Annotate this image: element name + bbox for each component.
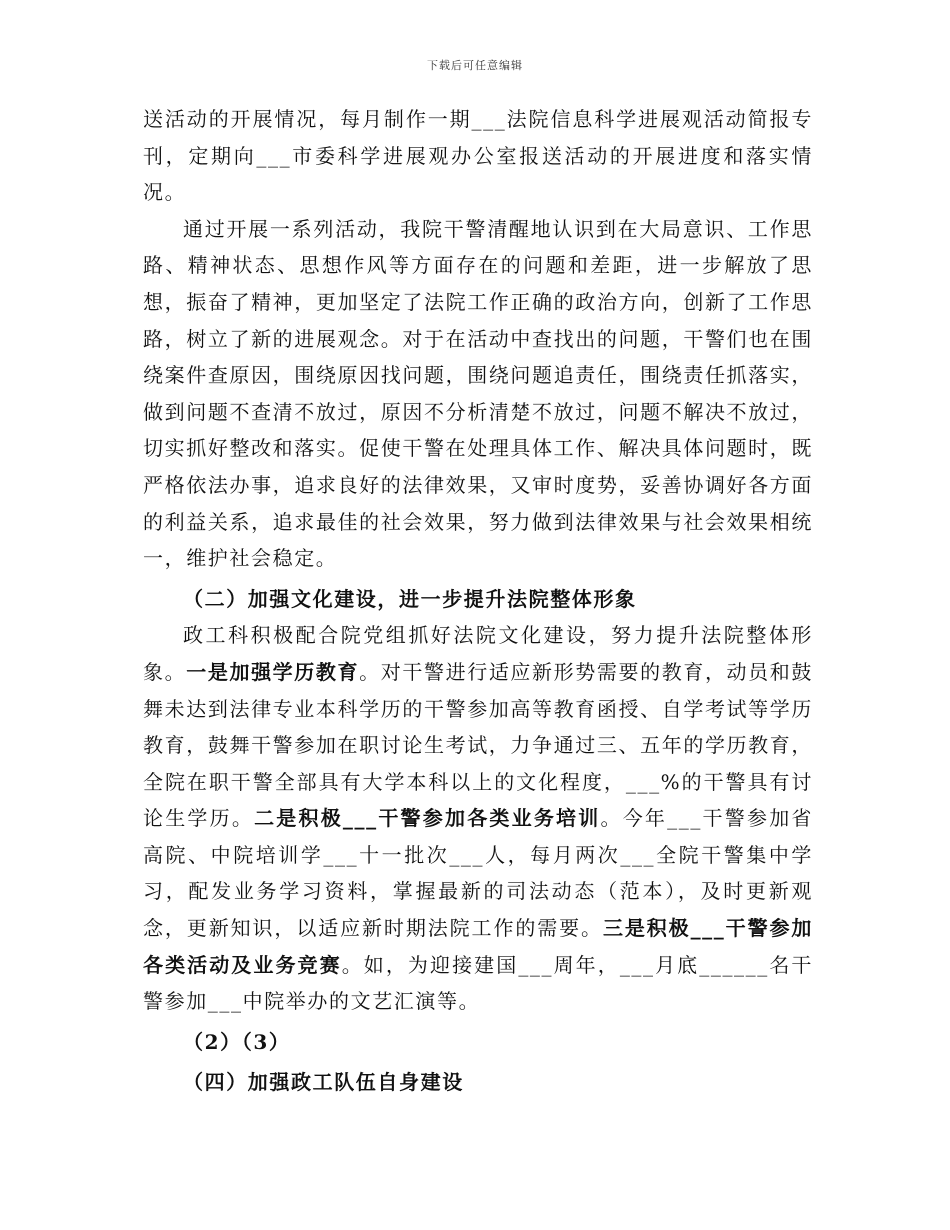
paragraph-3 xyxy=(143,617,813,1020)
paragraph-3-bold-2: 二是积极___干警参加各类业务培训 xyxy=(254,806,601,831)
paragraph-3-text-4: 。如，为迎接建国___周年，___月底______名干警参加___中院举办的文艺汇演等。 xyxy=(143,952,814,1014)
paragraph-3-bold-1: 一是加强学历教育 xyxy=(186,659,360,684)
section-heading-2-3: （2）（3） xyxy=(183,1029,291,1054)
paragraph-3-bold-3: 三是积极___干警参加各类活动及业务竞赛 xyxy=(143,916,813,977)
paragraph-3-text-3: 。今年___干警参加省高院、中院培训学___十一批次___人，每月两次___全院干警集中学习，配发业务学习资料，掌握最新的司法动态（范本），及时更新观念，更新知识，以适应新时期法院工作的需要。 xyxy=(143,806,814,941)
paragraph-3-text-2: 。对干警进行适应新形势需要的教育，动员和鼓舞未达到法律专业本科学历的干警参加高等教育函授、自学考试等学历教育，鼓舞干警参加在职讨论生考试，力争通过三、五年的学历教育，全院在职干警全部具有大学本科以上的文化程度，___%的干警具有讨论生学历。 xyxy=(143,659,813,831)
section-heading-culture: （二）加强文化建设，进一步提升法院整体形象 xyxy=(183,586,637,611)
paragraph-2: 通过开展一系列活动，我院干警清醒地认识到在大局意识、工作思路、精神状态、思想作风等方面存在的问题和差距，进一步解放了思想，振奋了精神，更加坚定了法院工作正确的政治方向，创新了工作思路，树立了新的进展观念。对于在活动中查找出的问题，干警们也在围绕案件查原因，围绕原因找问题，围绕问题追责任，围绕责任抓落实，做到问题不查清不放过，原因不分析清楚不放过，问题不解决不放过，切实抓好整改和落实。促使干警在处理具体工作、解决具体问题时，既严格依法办事，追求良好的法律效果，又审时度势，妥善协调好各方面的利益关系，追求最佳的社会效果，努力做到法律效果与社会效果相统一，维护社会稳定。 xyxy=(143,216,813,571)
document-body xyxy=(143,101,813,1101)
section-heading-team: （四）加强政工队伍自身建设 xyxy=(183,1070,464,1095)
paragraph-3-text-1: 政工科积极配合院党组抓好法院文化建设，努力提升法院整体形象。 xyxy=(143,623,813,684)
paragraph-1: 送活动的开展情况，每月制作一期___法院信息科学进展观活动简报专刊，定期向___市委科学进展观办公室报送活动的开展进度和落实情况。 xyxy=(143,107,813,205)
page-header: 下载后可任意编辑 xyxy=(427,59,523,72)
